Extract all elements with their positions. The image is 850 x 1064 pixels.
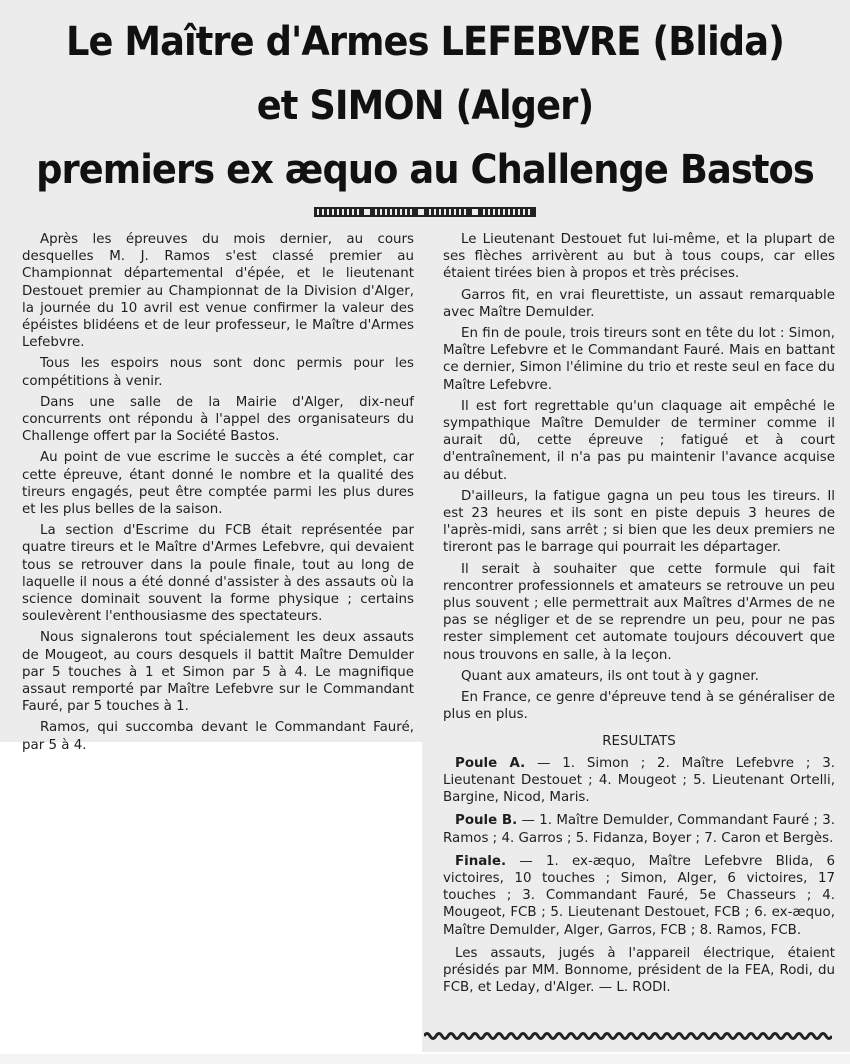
- results-heading: RESULTATS: [602, 734, 676, 750]
- paragraph: Au point de vue escrime le succès a été complet, car cette épreuve, étant donné le nombre et la qualité des tireurs engagés, peut être comptée parmi les plus dures et les plus belles de la saison.: [22, 450, 414, 518]
- paragraph: Il est fort regrettable qu'un claquage ait empêché le sympathique Maître Demulder de terminer comme il aurait dû, cette épreuve ; fatigué et à court d'entraînement, il n'a pas pu maintenir l'avance acquise au début.: [443, 398, 835, 483]
- results-poule-b: [443, 812, 835, 846]
- paragraph: En France, ce genre d'épreuve tend à se généraliser de plus en plus.: [443, 690, 835, 723]
- finale-label: Finale.: [455, 853, 507, 869]
- results-poule-a: [443, 755, 835, 807]
- paragraph: Quant aux amateurs, ils ont tout à y gagner.: [461, 668, 759, 684]
- paragraph: Nous signalerons tout spécialement les deux assauts de Mougeot, au cours desquels il battit Maître Demulder par 5 touches à 1 et Simon par 5 à 4. Le magnifique assaut remporté par Maître Lefebvre sur le Commandant Fauré, par 5 touches à 1.: [22, 630, 414, 715]
- headline-line-1: Le Maître d'Armes LEFEBVRE (Blida): [65, 19, 785, 65]
- headline-line-3: premiers ex æquo au Challenge Bastos: [36, 147, 814, 193]
- paragraph: Tous les espoirs nous sont donc permis pour les compétitions à venir.: [22, 356, 414, 389]
- headline-line-2: et SIMON (Alger): [256, 83, 594, 129]
- results-finale: [443, 853, 835, 939]
- paragraph: Ramos, qui succomba devant le Commandant Fauré, par 5 à 4.: [22, 720, 414, 753]
- paragraph: Garros fit, en vrai fleurettiste, un assaut remarquable avec Maître Demulder.: [443, 287, 835, 320]
- article-right-column: [443, 231, 835, 1002]
- article-left-column: [22, 231, 414, 758]
- poule-a-label: Poule A.: [455, 755, 526, 771]
- finale-text: — 1. ex-æquo, Maître Lefebvre Blida, 6 victoires, 10 touches ; Simon, Alger, 6 victoires, 17 touches ; 3. Commandant Fauré, 5e Chasseurs ; 4. Mougeot, FCB ; 5. Lieutenant Destouet, FCB ; 6. ex-æquo, Maître Demulder, Alger, Garros, FCB ; 8. Ramos, FCB.: [443, 853, 835, 938]
- poule-b-text: — 1. Maître Demulder, Commandant Fauré ; 3. Ramos ; 4. Garros ; 5. Fidanza, Boyer ; 7. Caron et Bergès.: [443, 813, 835, 846]
- paragraph: La section d'Escrime du FCB était représentée par quatre tireurs et le Maître d'Armes Lefebvre, qui devaient tous se retrouver dans la poule finale, tout au long de laquelle il nous a été donné d'assister à des assauts où la science dominait souvent la forme physique ; certains soulevèrent l'enthousiasme des spectateurs.: [22, 523, 414, 625]
- headline-ornament-divider: [314, 206, 536, 218]
- paragraph: Après les épreuves du mois dernier, au cours desquelles M. J. Ramos s'est classé premier au Championnat départemental d'épée, et le lieutenant Destouet premier au Championnat de la Division d'Alger, la journée du 10 avril est venue confirmer la valeur des épéistes blidéens et de leur professeur, le Maître d'Armes Lefebvre.: [22, 232, 414, 351]
- page-bottom-edge: [0, 1054, 850, 1064]
- article-headline: [0, 10, 850, 202]
- paragraph: En fin de poule, trois tireurs sont en tête du lot : Simon, Maître Lefebvre et le Commandant Fauré. Mais en battant ce dernier, Simon l'élimine du trio et reste seul en face du Maître Lefebvre.: [443, 326, 835, 393]
- closing-wavy-rule: [424, 1030, 832, 1042]
- closing-paragraph: Les assauts, jugés à l'appareil électrique, étaient présidés par MM. Bonnome, président de la FEA, Rodi, du FCB, et Leday, d'Alger. — L. RODI.: [443, 945, 835, 996]
- poule-a-text: — 1. Simon ; 2. Maître Lefebvre ; 3. Lieutenant Destouet ; 4. Mougeot ; 5. Lieutenant Ortelli, Bargine, Nicod, Maris.: [443, 755, 835, 806]
- paragraph: D'ailleurs, la fatigue gagna un peu tous les tireurs. Il est 23 heures et ils sont en piste depuis 3 heures de l'après-midi, sans arrêt ; si bien que les deux premiers ne tireront pas le barrage qui pourrait les départager.: [443, 488, 835, 556]
- paragraph: Il serait à souhaiter que cette formule qui fait rencontrer professionnels et amateurs se retrouve un peu plus souvent ; elle permettrait aux Maîtres d'Armes de ne pas se négliger et de se reprendre un peu, pour ne pas rester simplement cet automate toujours découvert que nous trouvons en salle, à la leçon.: [443, 561, 835, 663]
- paragraph: Le Lieutenant Destouet fut lui-même, et la plupart de ses flèches arrivèrent au but à tous coups, car elles étaient tirées bien à propos et très précises.: [443, 232, 835, 282]
- paragraph: Dans une salle de la Mairie d'Alger, dix-neuf concurrents ont répondu à l'appel des organisateurs du Challenge offert par la Société Bastos.: [22, 394, 414, 445]
- poule-b-label: Poule B.: [455, 813, 518, 829]
